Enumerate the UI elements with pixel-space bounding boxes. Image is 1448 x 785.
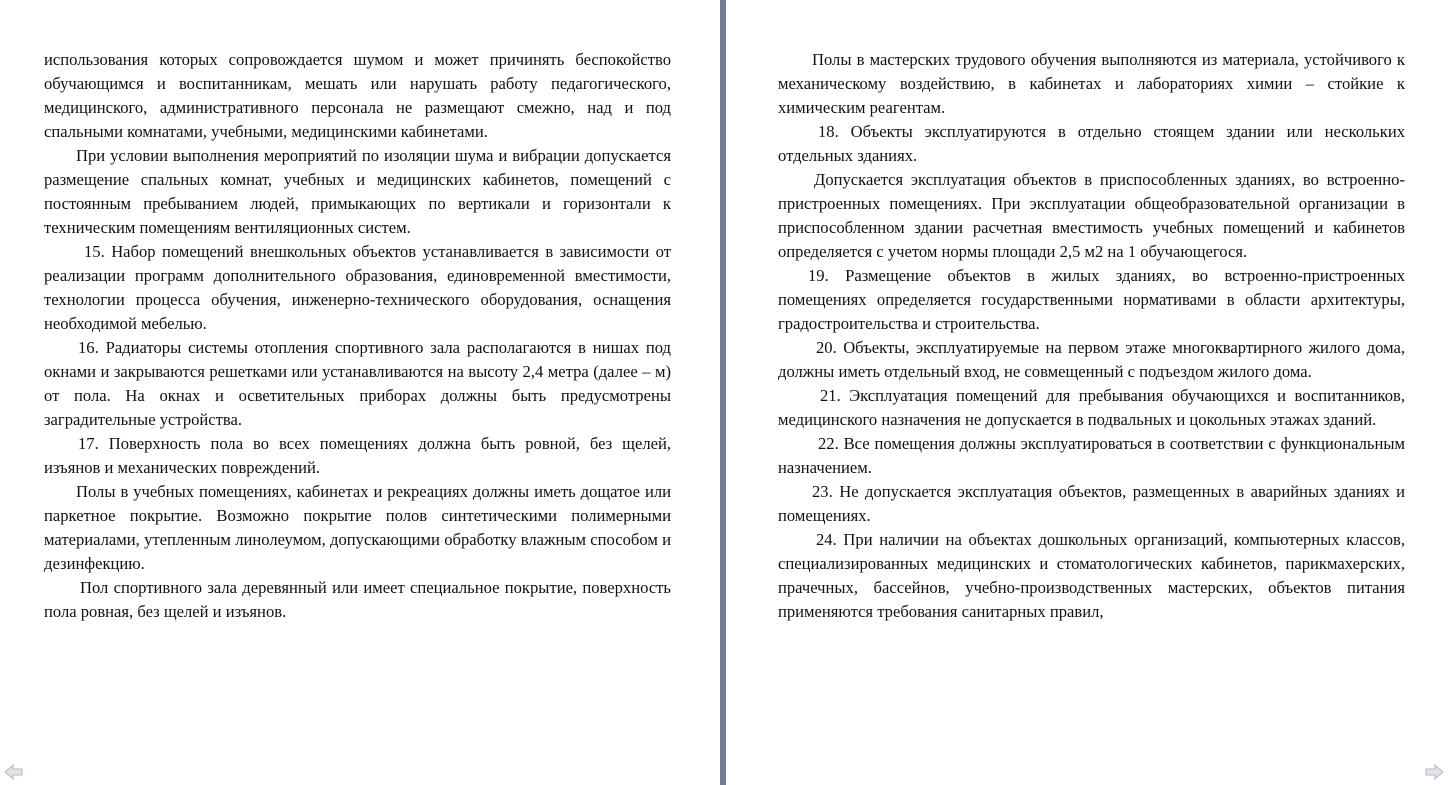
paragraph: 20. Объекты, эксплуатируемые на первом этаже многоквартирного жилого дома, должны иметь отдельный вход, не совмещенный с подъездом жилого дома. (778, 338, 1405, 381)
paragraph: Полы в мастерских трудового обучения выполняются из материала, устойчивого к механическому воздействию, в кабинетах и лабораториях химии – стойкие к химическим реагентам. (778, 50, 1405, 117)
paragraph: 24. При наличии на объектах дошкольных организаций, компьютерных классов, специализированных медицинских и стоматологических кабинетов, парикмахерских, прачечных, бассейнов, учебно-производственных мастерских, объектов питания применяются требования санитарных правил, (778, 530, 1405, 621)
paragraph: 15. Набор помещений внешкольных объектов устанавливается в зависимости от реализации программ дополнительного образования, единовременной вместимости, технологии процесса обучения, инженерно-технического оборудования, оснащения необходимой мебелью. (44, 242, 671, 333)
paragraph: 18. Объекты эксплуатируются в отдельно стоящем здании или нескольких отдельных зданиях. (778, 122, 1405, 165)
paragraph: 19. Размещение объектов в жилых зданиях, во встроенно-пристроенных помещениях определяется государственными нормативами в области архитектуры, градостроительства и строительства. (778, 266, 1405, 333)
paragraph: использования которых сопровождается шумом и может причинять беспокойство обучающимся и воспитанникам, мешать или нарушать работу педагогического, медицинского, административного персонала не размещают смежно, над и под спальными комнатами, учебными, медицинскими кабинетами. (44, 50, 671, 141)
paragraph: 17. Поверхность пола во всех помещениях должна быть ровной, без щелей, изъянов и механических повреждений. (44, 434, 671, 477)
right-page (778, 48, 1405, 624)
paragraph: При условии выполнения мероприятий по изоляции шума и вибрации допускается размещение спальных комнат, учебных и медицинских кабинетов, помещений с постоянным пребыванием людей, примыкающих по вертикали и горизонтали к техническим помещениям вентиляционных систем. (44, 146, 671, 237)
paragraph: 23. Не допускается эксплуатация объектов, размещенных в аварийных зданиях и помещениях. (778, 482, 1405, 525)
next-page-button[interactable] (1424, 764, 1444, 780)
paragraph: Допускается эксплуатация объектов в приспособленных зданиях, во встроенно-пристроенных помещениях. При эксплуатации общеобразовательной организации в приспособленном здании расчетная вместимость учебных помещений и кабинетов определяется с учетом нормы площади 2,5 м2 на 1 обучающегося. (778, 170, 1405, 261)
paragraph: Пол спортивного зала деревянный или имеет специальное покрытие, поверхность пола ровная, без щелей и изъянов. (44, 578, 671, 621)
paragraph: 22. Все помещения должны эксплуатироваться в соответствии с функциональным назначением. (778, 434, 1405, 477)
previous-page-button[interactable] (4, 764, 24, 780)
page-divider (720, 0, 726, 785)
paragraph: Полы в учебных помещениях, кабинетах и рекреациях должны иметь дощатое или паркетное покрытие. Возможно покрытие полов синтетическими полимерными материалами, утепленным линолеумом, допускающими обработку влажным способом и дезинфекцию. (44, 482, 671, 573)
paragraph: 21. Эксплуатация помещений для пребывания обучающихся и воспитанников, медицинского назначения не допускается в подвальных и цокольных этажах зданий. (778, 386, 1405, 429)
left-arrow-icon (4, 764, 24, 780)
right-arrow-icon (1424, 764, 1444, 780)
left-page (44, 48, 671, 624)
paragraph: 16. Радиаторы системы отопления спортивного зала располагаются в нишах под окнами и закрываются решетками или устанавливаются на высоту 2,4 метра (далее – м) от пола. На окнах и осветительных приборах должны быть предусмотрены заградительные устройства. (44, 338, 671, 429)
